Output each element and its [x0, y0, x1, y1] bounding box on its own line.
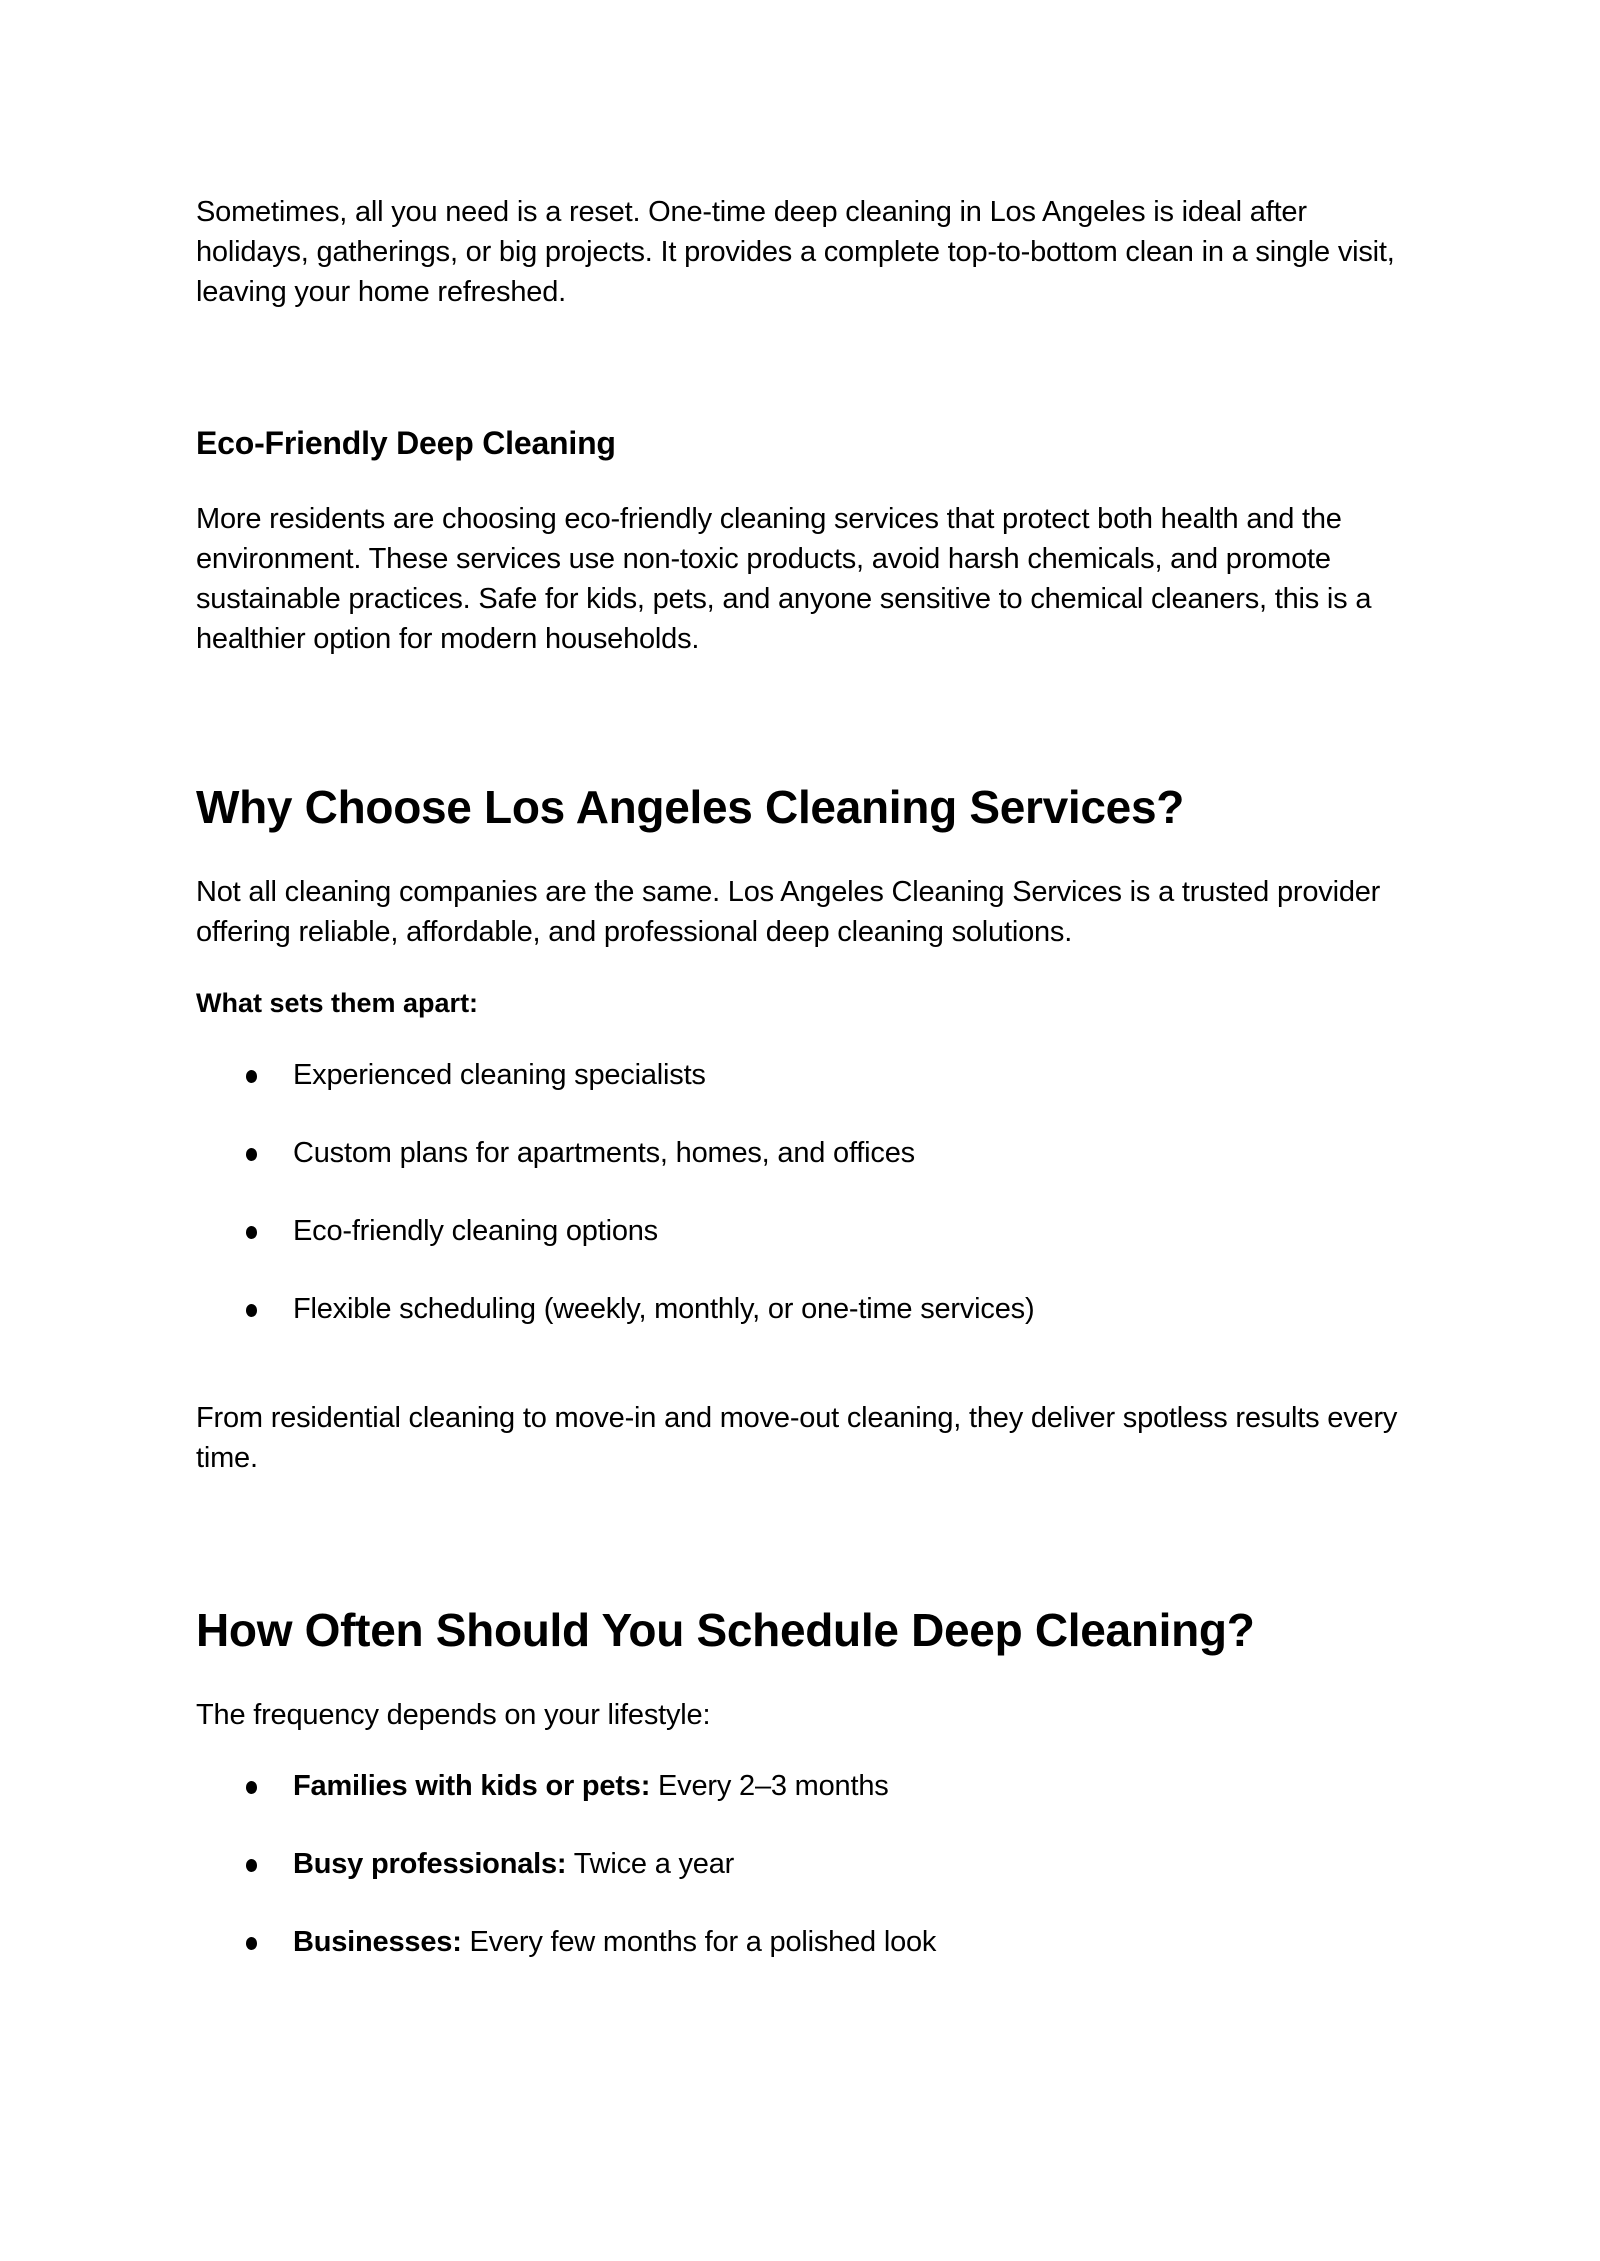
bullet-icon [246, 1781, 257, 1794]
item-value: Every 2–3 months [650, 1770, 889, 1802]
closing-paragraph: From residential cleaning to move-in and move-out cleaning, they deliver spotless results every time. [196, 1402, 1398, 1474]
bullet-icon [246, 1226, 257, 1239]
eco-friendly-paragraph: More residents are choosing eco-friendly cleaning services that protect both health and the environment. These services use non-toxic products, avoid harsh chemicals, and promote sustainable practices. Safe for kids, pets, and anyone sensitive to chemical cleaners, this is a healthier option for modern households. [196, 503, 1372, 655]
why-choose-paragraph: Not all cleaning companies are the same. Los Angeles Cleaning Services is a trusted provider offering reliable, affordable, and professional deep cleaning solutions. [196, 876, 1381, 948]
item-value: Every few months for a polished look [461, 1926, 937, 1958]
item-value: Twice a year [566, 1848, 735, 1880]
why-choose-heading: Why Choose Los Angeles Cleaning Services? [196, 781, 1185, 833]
frequency-heading: How Often Should You Schedule Deep Cleaning? [196, 1604, 1255, 1656]
bullet-icon [246, 1070, 257, 1083]
bullet-icon [246, 1304, 257, 1317]
eco-friendly-heading: Eco-Friendly Deep Cleaning [196, 425, 616, 461]
document-page: Sometimes, all you need is a reset. One-time deep cleaning in Los Angeles is ideal after holidays, gatherings, or big projects. It provides a complete top-to-bottom clean in a single visit, leaving your home refreshed. Eco-Friendly Deep Cleaning More residents are choosing eco-friendly cleaning services that protect both health and the environment. These services use non-toxic products, avoid harsh chemicals, and promote sustainable practices. Safe for kids, pets, and anyone sensitive to chemical cleaners, this is a healthier option for modern households. Why Choose Los Angeles Cleaning Services? Not all cleaning companies are the same. Los Angeles Cleaning Services is a trusted provider offering reliable, affordable, and professional deep cleaning solutions. What sets them apart: Experienced cleaning specialists Custom plans for apartments, homes, and offices Eco-friendly cleaning options Flexible scheduling (weekly, monthly, or one-time services) From residential cleaning to move-in and move-out cleaning, they deliver spotless results every time. How Often Should You Schedule Deep Cleaning? The frequency depends on your lifestyle: Families with kids or pets: Every 2–3 months Busy professionals: Twice a year Businesses: Every few months for a polished look [0, 0, 1600, 2261]
item-label: Businesses: [293, 1926, 462, 1958]
item-label: Families with kids or pets: [293, 1770, 651, 1802]
bullet-icon [246, 1937, 257, 1950]
bullet-icon [246, 1859, 257, 1872]
item-label: Busy professionals: [293, 1848, 567, 1880]
frequency-intro: The frequency depends on your lifestyle: [196, 1699, 711, 1731]
intro-paragraph: Sometimes, all you need is a reset. One-time deep cleaning in Los Angeles is ideal after holidays, gatherings, or big projects. It provides a complete top-to-bottom clean in a single visit, leaving your home refreshed. [196, 196, 1395, 308]
bullet-icon [246, 1148, 257, 1161]
what-sets-apart-label: What sets them apart: [196, 988, 479, 1018]
